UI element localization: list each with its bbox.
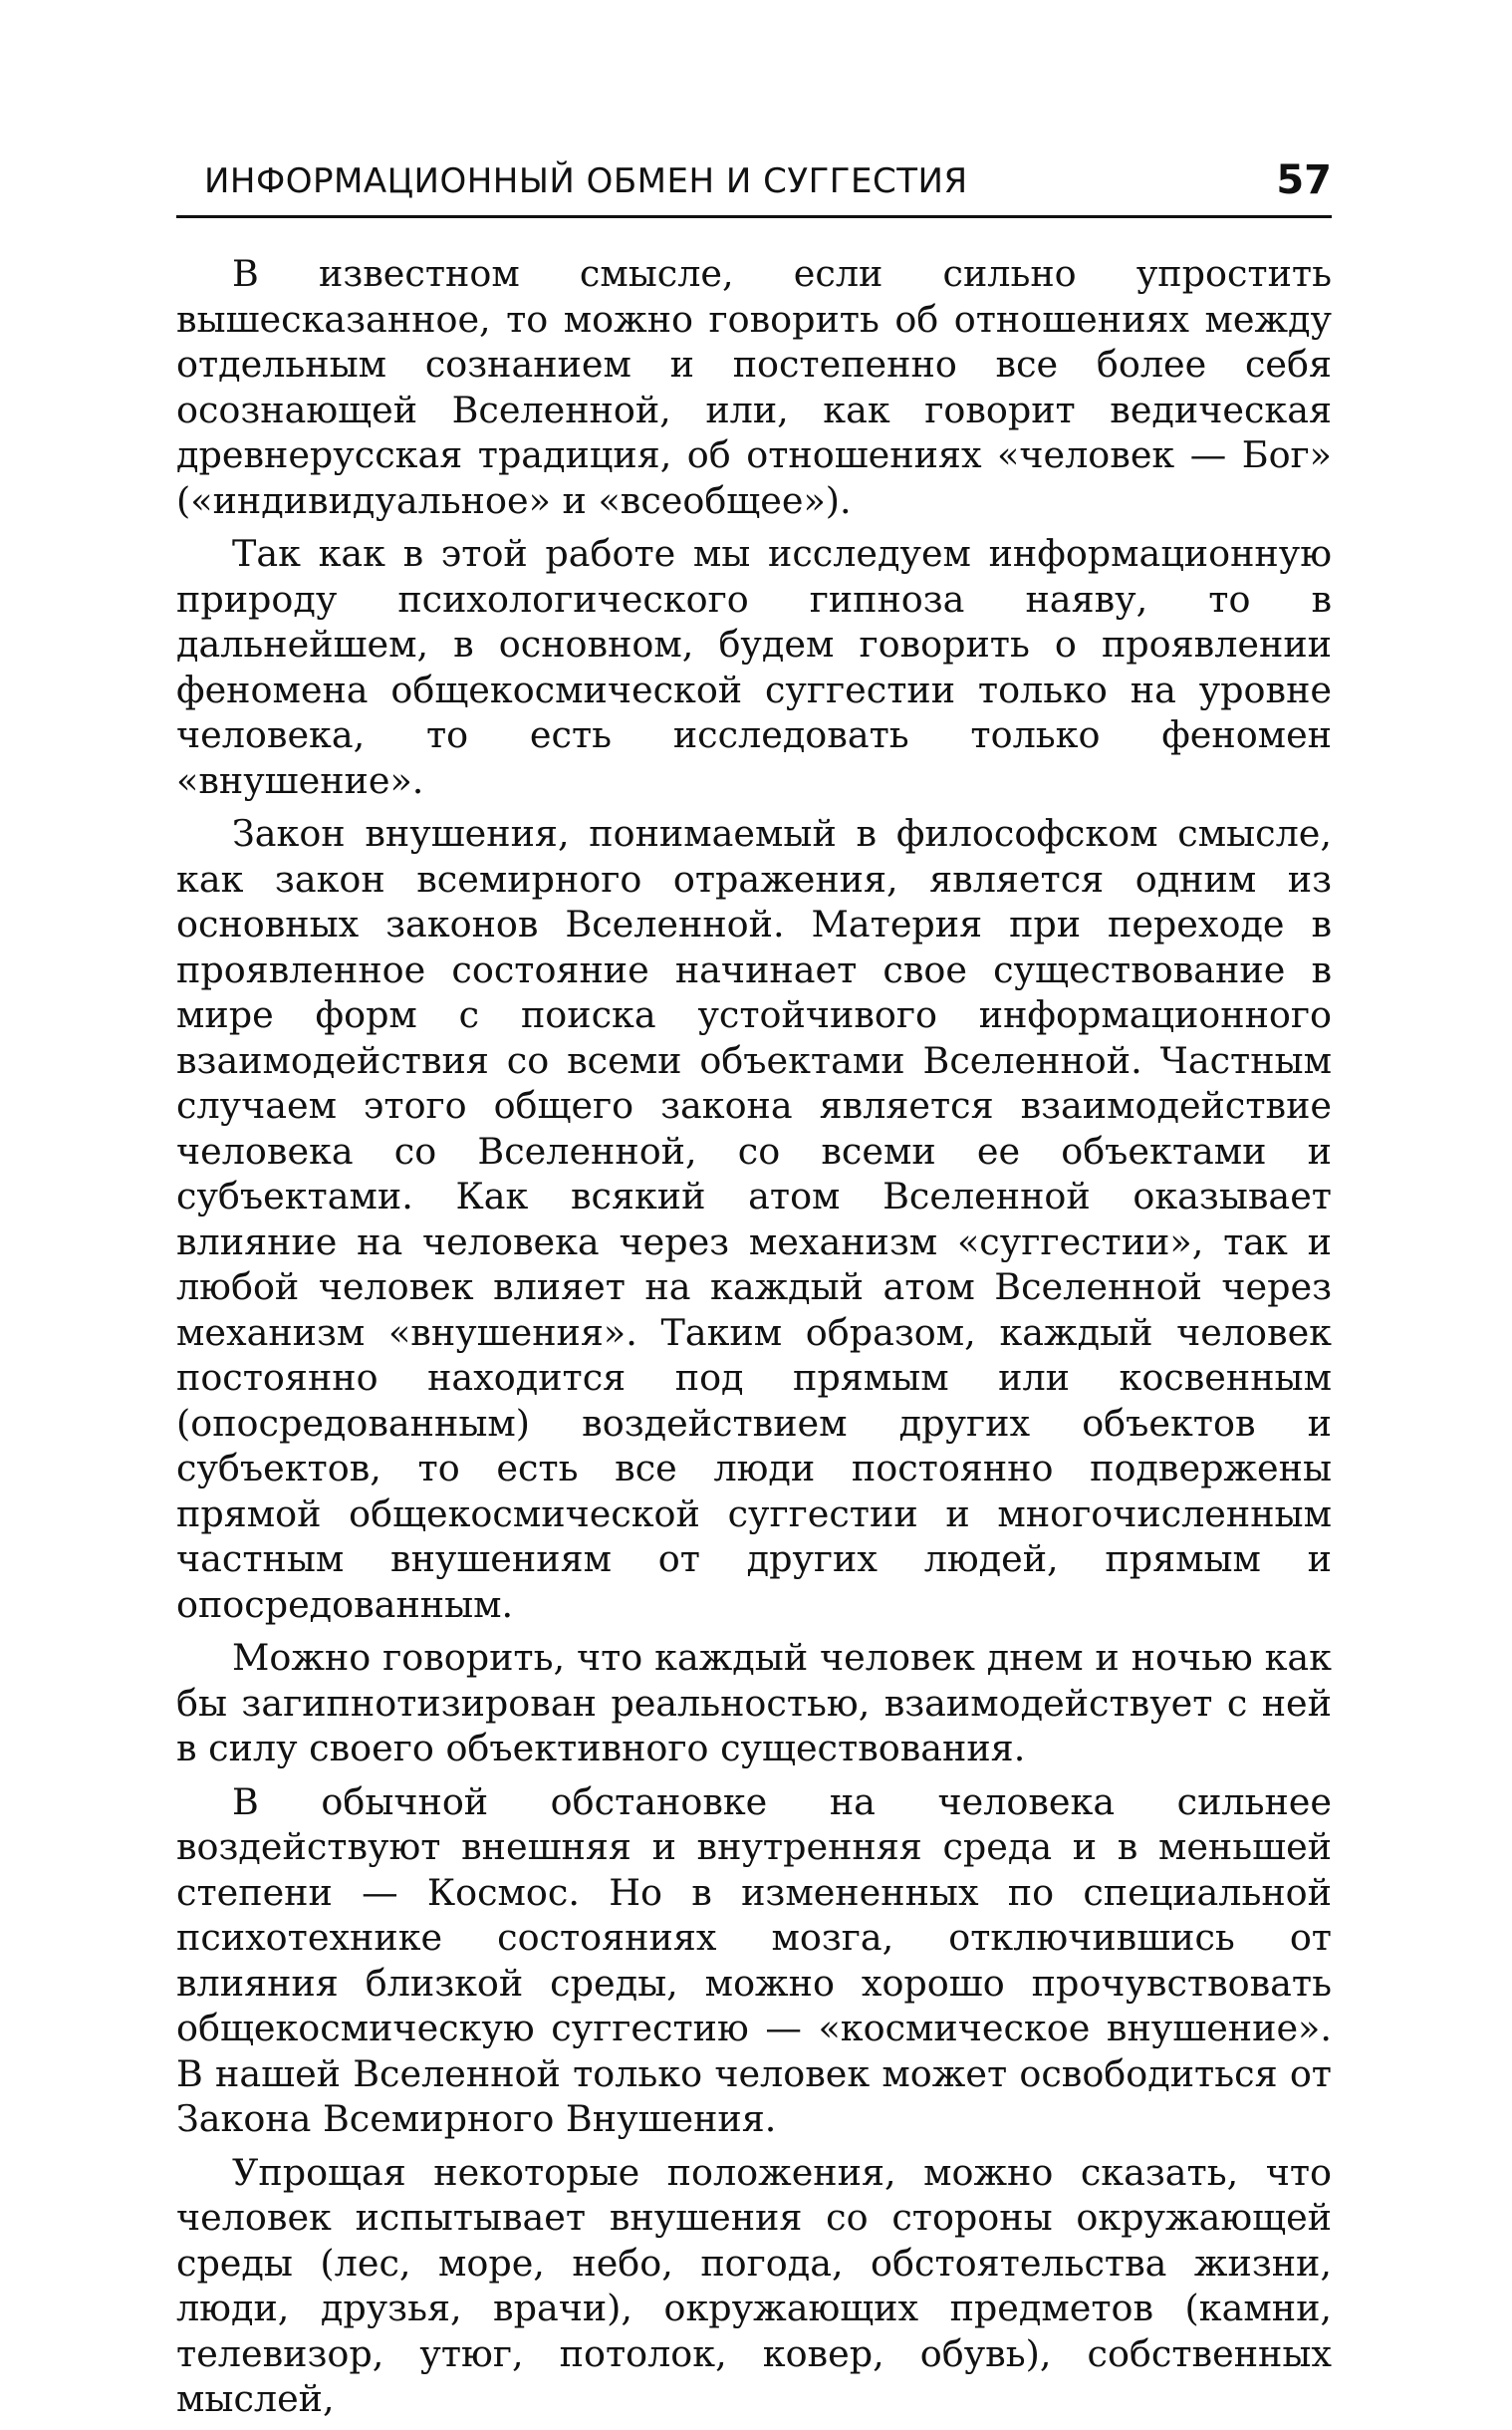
page-number: 57 bbox=[1276, 157, 1332, 203]
chapter-title: ИНФОРМАЦИОННЫЙ ОБМЕН И СУГГЕСТИЯ bbox=[204, 161, 968, 201]
paragraph: В обычной обстановке на человека сильнее воздействуют внешняя и внутренняя среда и в меньшей степени — Космос. Но в измененных по специальной психотехнике состояниях мозга, отключившись от влияния близкой среды, можно хорошо прочувствовать общекосмическую суггестию — «космическое внушение». В нашей Вселенной только человек может освободиться от Закона Всемирного Внушения. bbox=[176, 1779, 1332, 2140]
paragraph: Можно говорить, что каждый человек днем и ночью как бы загипнотизирован реальностью, взаимодействует с ней в силу своего объективного существования. bbox=[176, 1636, 1332, 1769]
running-header bbox=[176, 155, 1332, 218]
paragraph: В известном смысле, если сильно упростить вышесказанное, то можно говорить об отношениях между отдельным сознанием и постепенно все более себя осознающей Вселенной, или, как говорит ведическая древнерусская традиция, об отношениях «человек — Бог» («индивидуальное» и «всеобщее»). bbox=[176, 252, 1332, 522]
paragraph: Так как в этой работе мы исследуем информационную природу психологического гипноза наяву, то в дальнейшем, в основном, будем говорить о проявлении феномена общекосмической суггестии только на уровне человека, то есть исследовать только феномен «внушение». bbox=[176, 532, 1332, 802]
paragraph: Закон внушения, понимаемый в философском смысле, как закон всемирного отражения, является одним из основных законов Вселенной. Материя при переходе в проявленное состояние начинает свое существование в мире форм с поиска устойчивого информационного взаимодействия со всеми объектами Вселенной. Частным случаем этого общего закона является взаимодействие человека со Вселенной, со всеми ее объектами и субъектами. Как всякий атом Вселенной оказывает влияние на человека через механизм «суггестии», так и любой человек влияет на каждый атом Вселенной через механизм «внушения». Таким образом, каждый человек постоянно находится под прямым или косвенным (опосредованным) воздействием других объектов и субъектов, то есть все люди постоянно подвержены прямой общекосмической суггестии и многочисленным частным внушениям от других людей, прямым и опосредованным. bbox=[176, 812, 1332, 1626]
paragraph: Упрощая некоторые положения, можно сказать, что человек испытывает внушения со стороны окружающей среды (лес, море, небо, погода, обстоятельства жизни, люди, друзья, врачи), окружающих предметов (камни, телевизор, утюг, потолок, ковер, обувь), собственных мыслей, bbox=[176, 2150, 1332, 2420]
body-text bbox=[176, 251, 1332, 2430]
